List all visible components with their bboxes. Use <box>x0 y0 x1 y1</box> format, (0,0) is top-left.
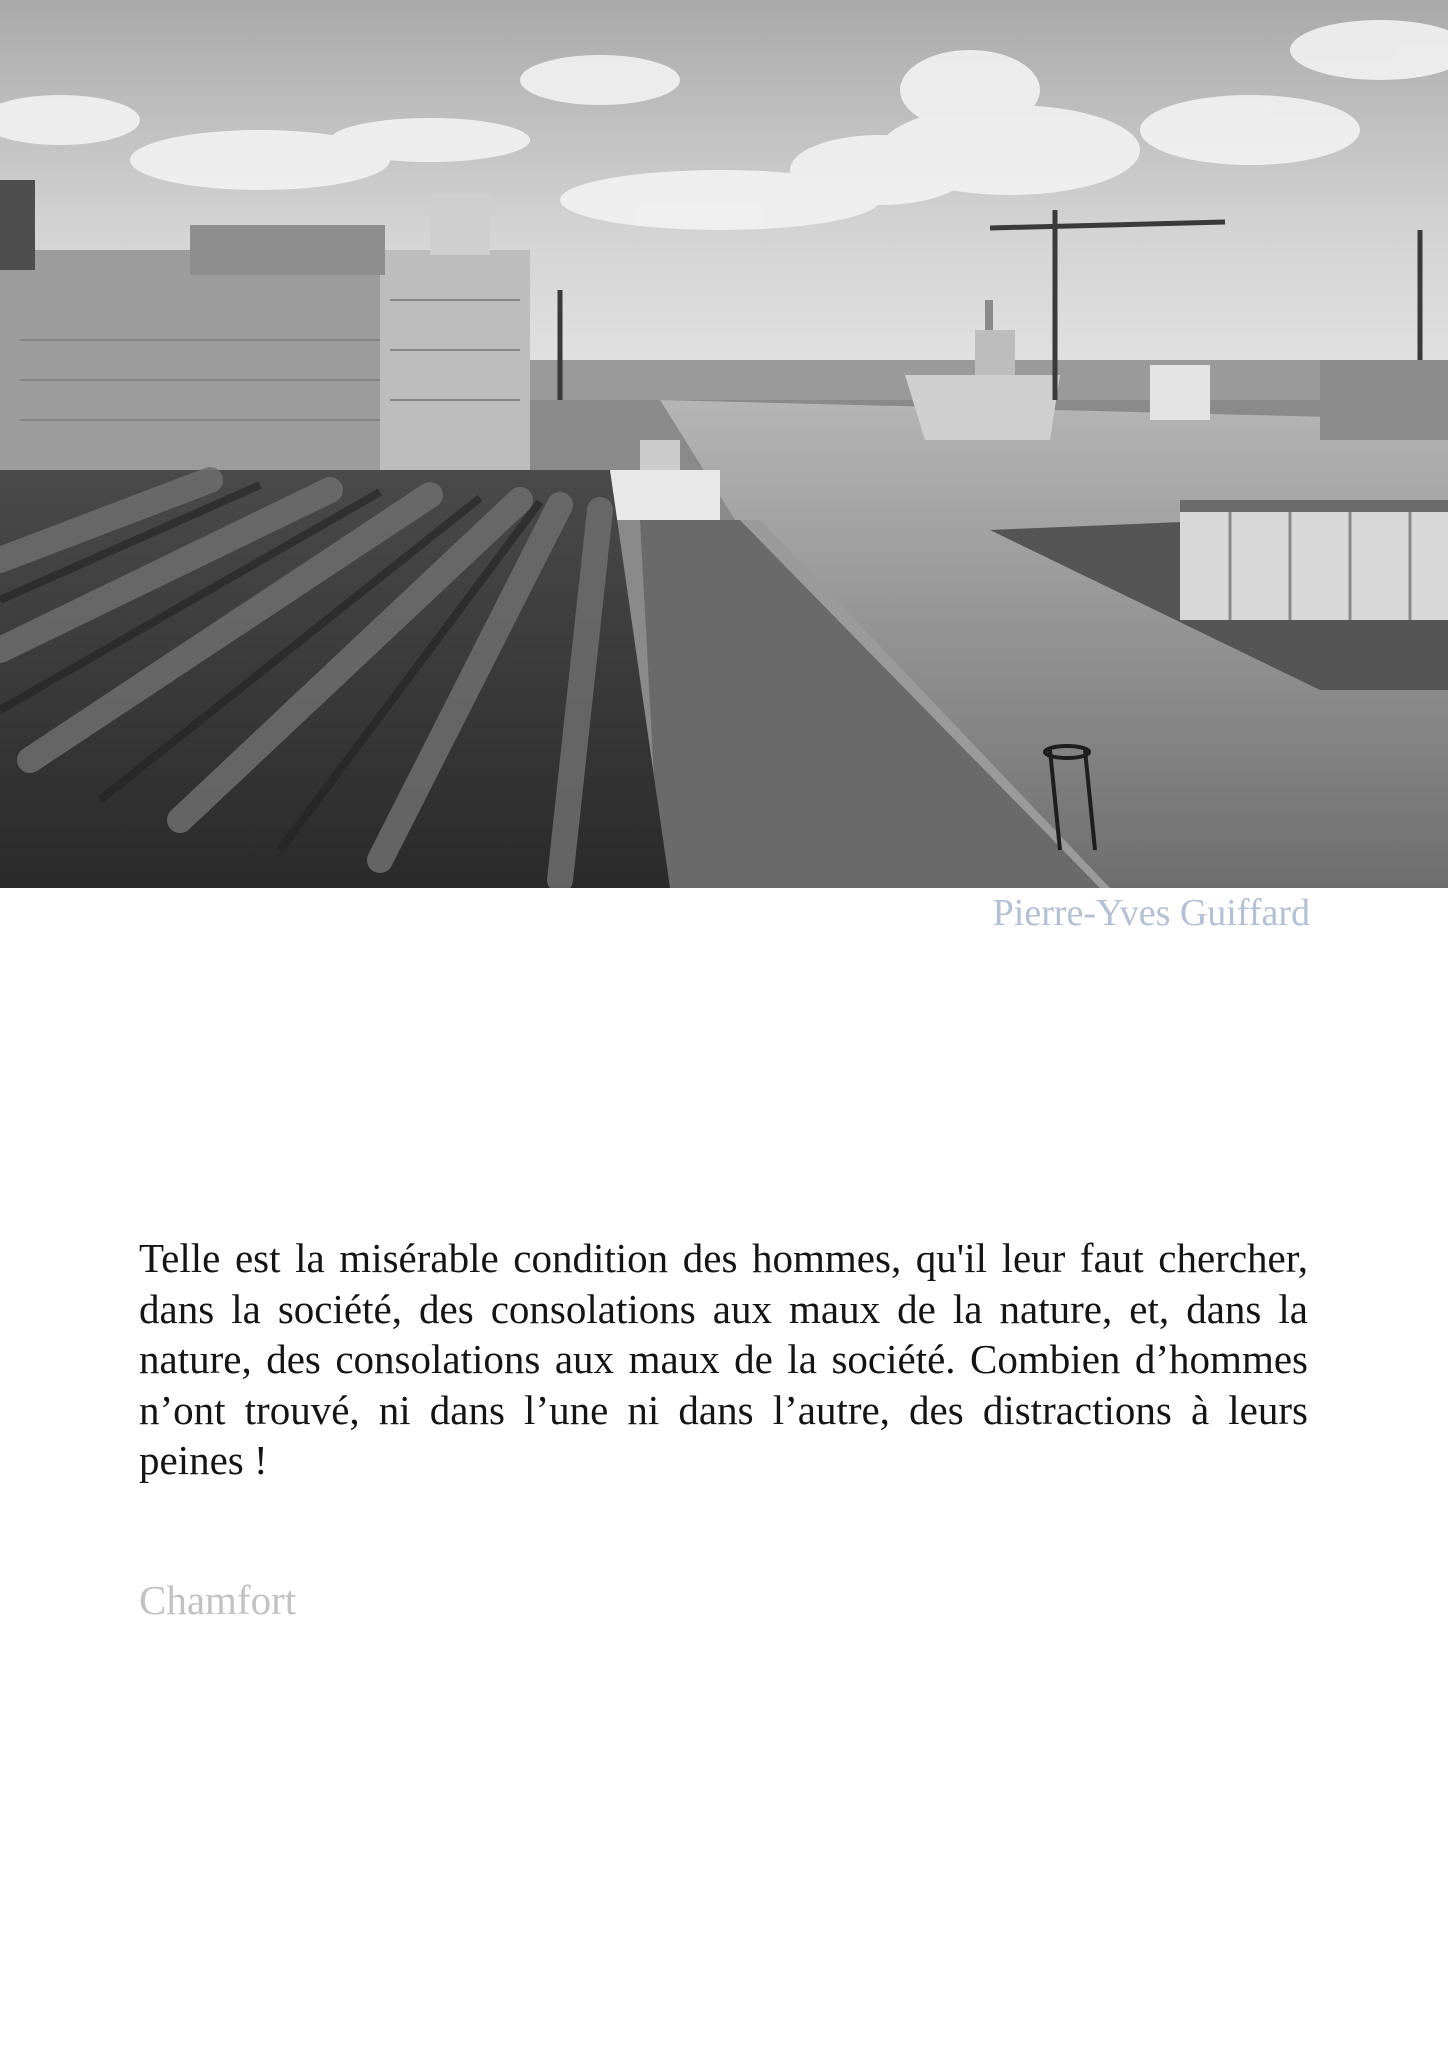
harbor-photograph <box>0 0 1448 888</box>
quote-text: Telle est la misérable condition des hommes, qu'il leur faut chercher, dans la société, des consolations aux maux de la nature, et, dans la nature, des consolations aux maux de la société. Combien d’hommes n’ont trouvé, ni dans l’une ni dans l’autre, des distractions à leurs peines ! <box>139 1235 1308 1483</box>
photo-credit: Pierre-Yves Guiffard <box>992 892 1310 934</box>
quote-author: Chamfort <box>139 1577 297 1623</box>
harbor-photo-illustration <box>0 0 1448 888</box>
